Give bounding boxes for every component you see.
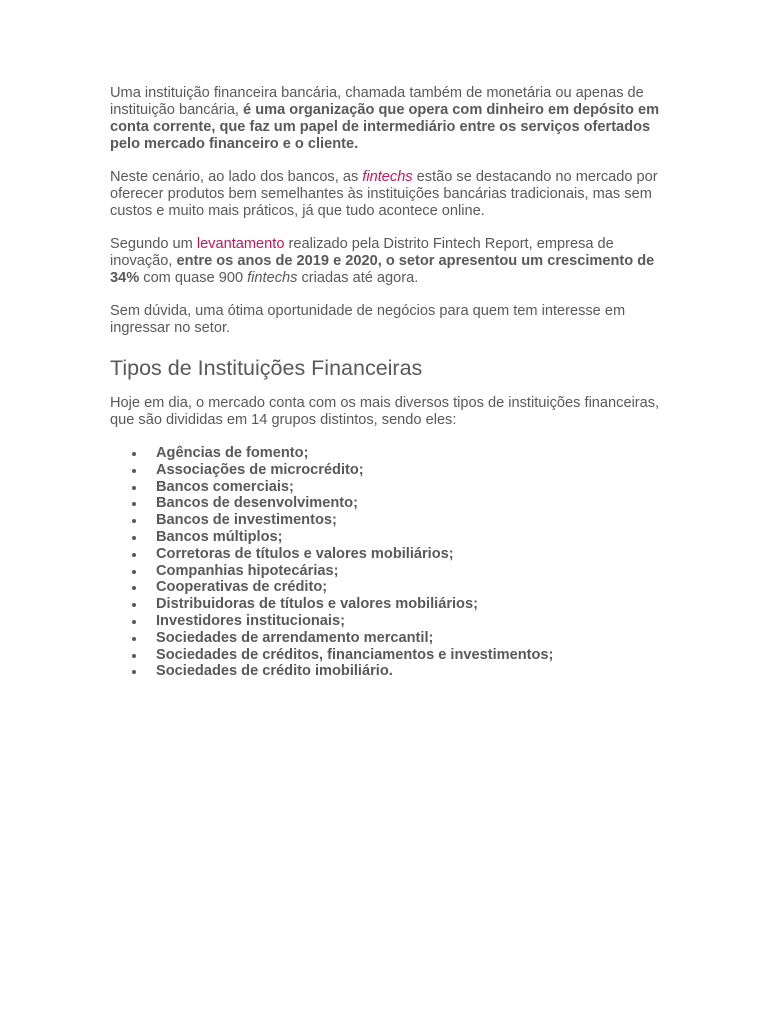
paragraph-intro (110, 85, 670, 153)
list-item (110, 563, 670, 580)
paragraph-emphasis: entre os anos de 2019 e 2020, o setor apresentou um crescimento de 34% (110, 253, 655, 286)
list-item-label: Distribuidoras de títulos e valores mobiliários; (156, 596, 478, 613)
list-item (110, 445, 670, 462)
document-body (110, 85, 670, 680)
section-heading: Tipos de Instituições Financeiras (110, 356, 423, 380)
list-item (110, 512, 670, 529)
paragraph-emphasis: é uma organização que opera com dinheiro em depósito em conta corrente, que faz um papel de intermediário entre os serviços ofertados pelo mercado financeiro e o cliente. (110, 102, 660, 152)
levantamento-link[interactable]: levantamento (196, 236, 285, 252)
section-intro: Hoje em dia, o mercado conta com os mais diversos tipos de instituições financeiras, que são divididas em 14 grupos distintos, sendo eles: (110, 395, 660, 428)
list-item-label: Associações de microcrédito; (156, 461, 364, 478)
paragraph-text: estão se destacando no mercado por oferecer produtos bem semelhantes às instituições bancárias tradicionais, mas sem custos e muito mais práticos, já que tudo acontece online. (110, 169, 658, 219)
list-item-label: Corretoras de títulos e valores mobiliários; (156, 545, 454, 562)
bullet-icon (132, 670, 136, 674)
list-item-label: Companhias hipotecárias; (156, 562, 339, 579)
list-item (110, 630, 670, 647)
list-item-label: Cooperativas de crédito; (156, 579, 328, 596)
paragraph-text: Segundo um (110, 236, 197, 252)
bullet-icon (132, 469, 136, 473)
list-item-label: Bancos de desenvolvimento; (156, 495, 358, 512)
fintechs-link[interactable]: fintechs (362, 169, 413, 185)
list-item (110, 546, 670, 563)
paragraph-text: criadas até agora. (297, 270, 419, 286)
list-item-label: Sociedades de arrendamento mercantil; (156, 629, 434, 646)
bullet-icon (132, 486, 136, 490)
list-item-label: Bancos de investimentos; (156, 512, 337, 529)
paragraph-text: realizado pela Distrito Fintech Report, empresa de inovação, (110, 236, 614, 269)
bullet-icon (132, 536, 136, 540)
list-item (110, 529, 670, 546)
bullet-icon (132, 586, 136, 590)
bullet-icon (132, 553, 136, 557)
paragraph-italic: fintechs (247, 270, 298, 286)
list-item-label: Investidores institucionais; (156, 612, 345, 629)
list-item (110, 663, 670, 680)
paragraph-fintechs (110, 169, 670, 220)
bullet-icon (132, 654, 136, 658)
paragraph-text: Neste cenário, ao lado dos bancos, as (110, 169, 363, 185)
list-item-label: Bancos comerciais; (156, 478, 294, 495)
list-item (110, 647, 670, 664)
list-item (110, 495, 670, 512)
institution-types-list (110, 445, 670, 680)
paragraph-text: Uma instituição financeira bancária, chamada também de monetária ou apenas de instituição bancária, (110, 85, 644, 118)
bullet-icon (132, 620, 136, 624)
paragraph-survey (110, 236, 670, 287)
bullet-icon (132, 570, 136, 574)
list-item (110, 579, 670, 596)
paragraph-opportunity (110, 303, 670, 337)
list-item (110, 613, 670, 630)
list-item (110, 596, 670, 613)
list-item-label: Bancos múltiplos; (156, 528, 283, 545)
bullet-icon (132, 452, 136, 456)
list-item-label: Sociedades de crédito imobiliário. (156, 663, 393, 680)
bullet-icon (132, 502, 136, 506)
bullet-icon (132, 603, 136, 607)
list-item-label: Sociedades de créditos, financiamentos e investimentos; (156, 646, 554, 663)
list-item (110, 462, 670, 479)
paragraph-text: com quase 900 (139, 270, 248, 286)
bullet-icon (132, 637, 136, 641)
list-item (110, 479, 670, 496)
list-item-label: Agências de fomento; (156, 445, 309, 461)
bullet-icon (132, 519, 136, 523)
paragraph-text: Sem dúvida, uma ótima oportunidade de negócios para quem tem interesse em ingressar no setor. (110, 303, 626, 336)
